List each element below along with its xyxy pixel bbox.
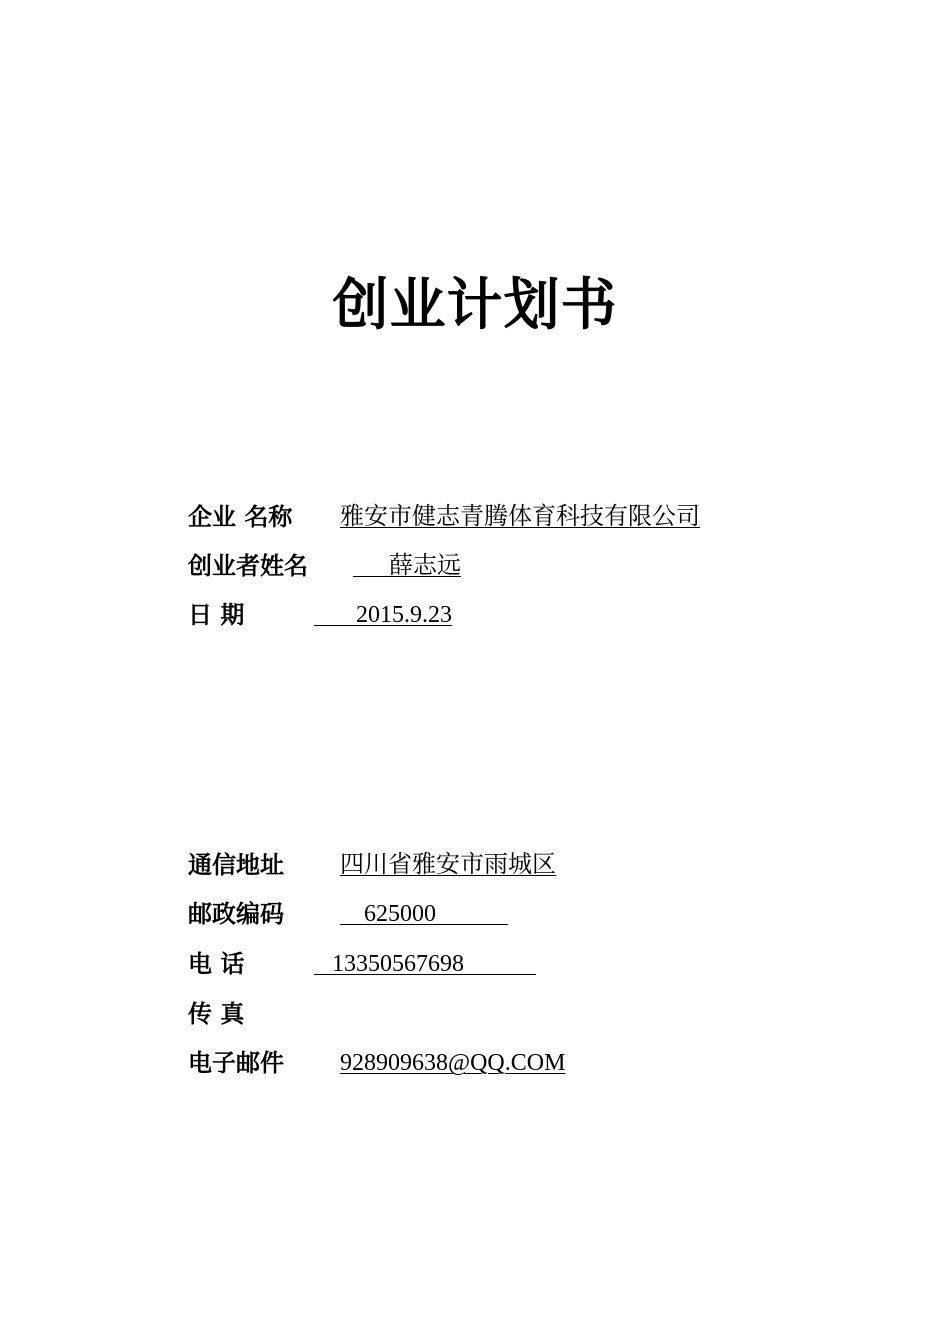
date-label: 日 期 <box>188 601 245 629</box>
email-value: 928909638@QQ.COM <box>340 1050 566 1076</box>
postal-code-label: 邮政编码 <box>188 900 284 928</box>
company-name-value: 雅安市健志青腾体育科技有限公司 <box>340 504 700 530</box>
email-label: 电子邮件 <box>188 1049 284 1077</box>
phone-label: 电 话 <box>188 950 245 978</box>
postal-code-value: 625000 <box>340 901 508 927</box>
phone-value: 13350567698 <box>314 951 536 977</box>
company-name-label: 企业 名称 <box>188 503 293 531</box>
document-title: 创业计划书 <box>332 273 618 338</box>
address-label: 通信地址 <box>188 851 284 879</box>
fax-label: 传 真 <box>188 1000 245 1028</box>
founder-name-value: 薛志远 <box>353 553 461 579</box>
founder-name-label: 创业者姓名 <box>188 552 308 580</box>
address-value: 四川省雅安市雨城区 <box>340 852 556 878</box>
date-value: 2015.9.23 <box>314 602 452 628</box>
